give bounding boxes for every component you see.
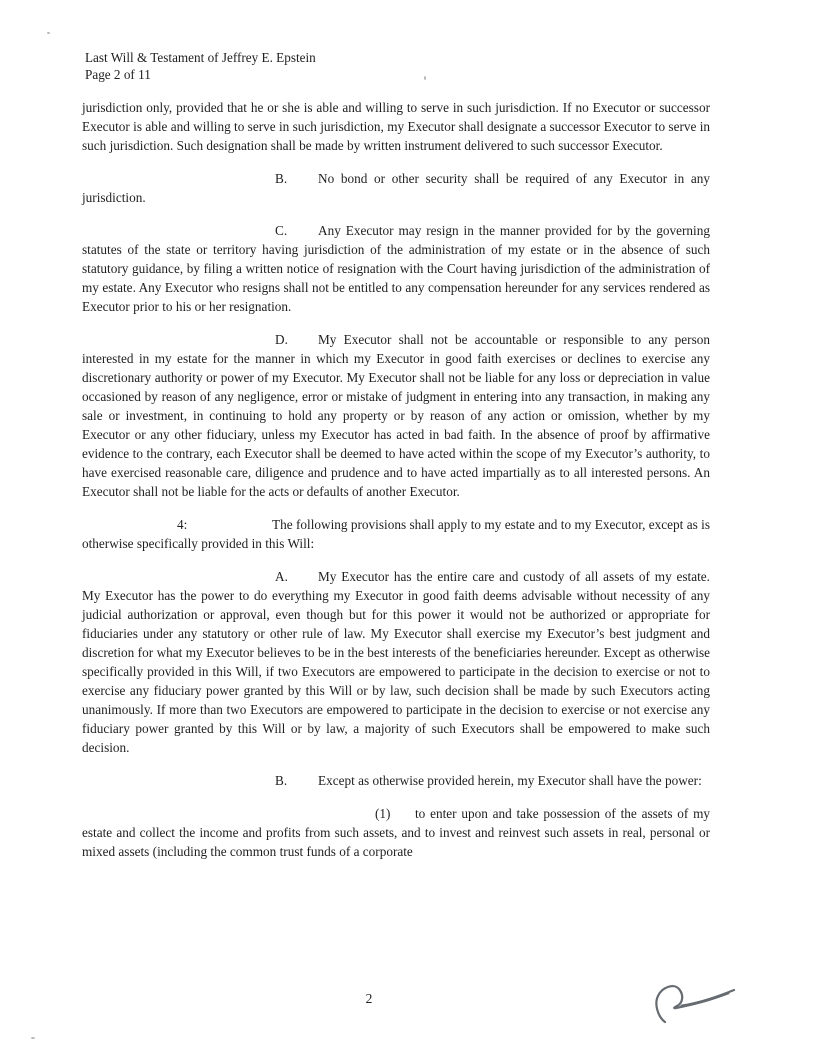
paragraph-text: Except as otherwise provided herein, my Executor shall have the power: (318, 773, 702, 788)
subclause-1-possession (82, 804, 710, 861)
clause-label: B. (275, 171, 288, 186)
paragraph-text: jurisdiction only, provided that he or she is able and willing to serve in such jurisdiction. If no Executor or successor Executor is able and willing to serve in such jurisdiction, my Executor shall designate a successor Executor to serve in such jurisdiction. Such designation shall be made by written instrument delivered to such successor Executor. (82, 100, 710, 153)
paragraph-text: to enter upon and take possession of the assets of my estate and collect the income and profits from such assets, and to invest and reinvest such assets in real, personal or mixed assets (including the common trust funds of a corporate (82, 806, 710, 859)
tab-spacer (82, 528, 177, 529)
tab-spacer (82, 182, 275, 183)
clause-c-resignation (82, 221, 710, 316)
document-title: Last Will & Testament of Jeffrey E. Epstein (85, 50, 316, 65)
clause-label: C. (275, 223, 288, 238)
paragraph-text: Any Executor may resign in the manner provided for by the governing statutes of the state or territory having jurisdiction of the administration of my estate or in the absence of such statutory guidance, by filing a written notice of resignation with the Court having jurisdiction of the administration of my estate. Any Executor who resigns shall not be entitled to any compensation hereunder for any services rendered as Executor prior to his or her resignation. (82, 223, 710, 314)
clause-b-executor-power (82, 771, 710, 790)
clause-a-care-custody (82, 567, 710, 757)
clause-label: D. (275, 332, 288, 347)
paragraph-text: My Executor shall not be accountable or responsible to any person interested in my estate for the manner in which my Executor in good faith exercises or declines to exercise any discretionary authority or power of my Executor. My Executor shall not be liable for any loss or depreciation in value occasioned by reason of any negligence, error or mistake of judgment in entering into any transaction, in making any sale or investment, in continuing to hold any property or by reason of any action or omission, whether by my Executor or any other fiduciary, unless my Executor has acted in bad faith. In the absence of proof by affirmative evidence to the contrary, each Executor shall be deemed to have acted within the scope of my Executor’s authority, to have exercised reasonable care, diligence and prudence and to have acted impartially as to all interested persons. An Executor shall not be liable for the acts or defaults of another Executor. (82, 332, 710, 499)
clause-label: B. (275, 773, 288, 788)
document-body (82, 98, 710, 861)
page-number: 2 (365, 991, 373, 1006)
tab-spacer (82, 234, 275, 235)
tab-spacer (82, 580, 275, 581)
paragraph-text: The following provisions shall apply to my estate and to my Executor, except as is otherwise specifically provided in this Will: (82, 517, 710, 551)
continuation-paragraph (82, 98, 710, 155)
subclause-label: (1) (375, 806, 391, 821)
paragraph-text: No bond or other security shall be required of any Executor in any jurisdiction. (82, 171, 710, 205)
document-header (85, 50, 316, 83)
clause-d-liability (82, 330, 710, 501)
tab-spacer (82, 817, 375, 818)
section-4-provisions (82, 515, 710, 553)
clause-label: A. (275, 569, 288, 584)
clause-b-no-bond (82, 169, 710, 207)
tab-spacer (82, 343, 275, 344)
scan-artifact (31, 1037, 35, 1039)
tab-spacer (82, 784, 275, 785)
scan-artifact (424, 76, 426, 80)
section-label: 4: (177, 517, 188, 532)
scan-artifact (47, 32, 50, 34)
paragraph-text: My Executor has the entire care and custody of all assets of my estate. My Executor has the power to do everything my Executor in good faith deems advisable without necessity of any judicial authorization or approval, even though but for this power it would not be authorized or appropriate for fiduciaries under any statutory or other rule of law. My Executor shall exercise my Executor’s best judgment and discretion for what my Executor believes to be in the best interests of the beneficiaries hereunder. Except as otherwise specifically provided in this Will, if two Executors are empowered to participate in the decision to exercise or not to exercise any fiduciary power granted by this Will or by law, such decision shall be made by such Executors acting unanimously. If more than two Executors are empowered to participate in the decision to exercise or not exercise any fiduciary power granted by this Will or by law, a majority of such Executors shall be empowered to make such decision. (82, 569, 710, 755)
page-indicator: Page 2 of 11 (85, 66, 151, 82)
handwritten-initials (650, 982, 760, 1038)
